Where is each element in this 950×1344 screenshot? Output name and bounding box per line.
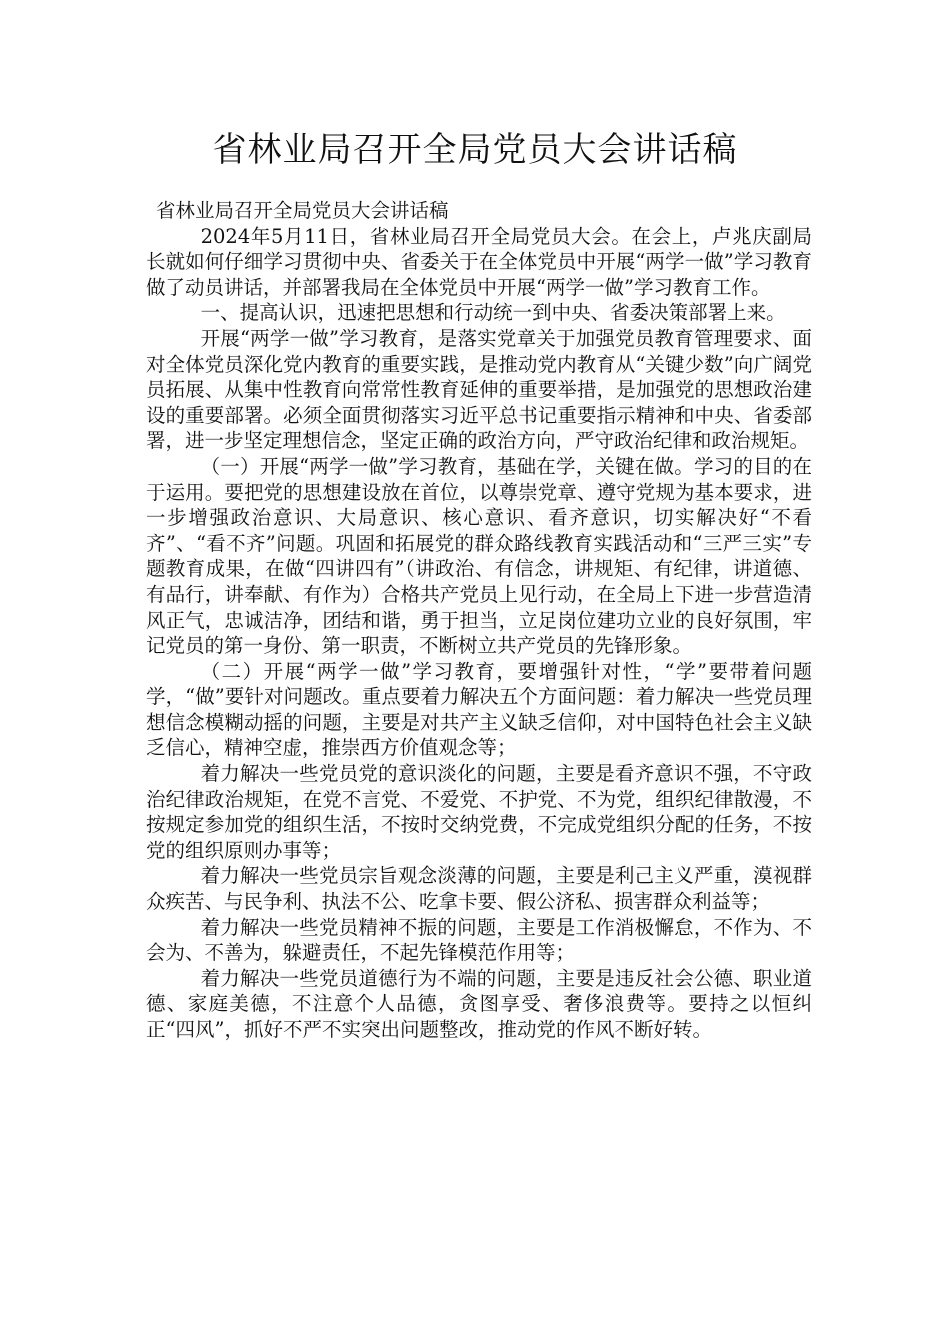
- heading-section-1: 一、提高认识，迅速把思想和行动统一到中央、省委决策部署上来。: [200, 301, 786, 325]
- document-title: 省林业局召开全局党员大会讲话稿: [212, 130, 738, 170]
- paragraph-issue-purpose: 着力解决一些党员宗旨观念淡薄的问题，主要是利己主义严重，漠视群众疾苦、与民争利、执法不公、吃拿卡要、假公济私、损害群众利益等；: [146, 864, 812, 914]
- paragraph-section-1: 开展“两学一做”学习教育，是落实党章关于加强党员教育管理要求、面对全体党员深化党内教育的重要实践，是推动党内教育从“关键少数”向广阔党员拓展、从集中性教育向常常性教育延伸的重要举措，是加强党的思想政治建设的重要部署。必须全面贯彻落实习近平总书记重要指示精神和中央、省委部署，进一步坚定理想信念，坚定正确的政治方向，严守政治纪律和政治规矩。: [146, 326, 812, 453]
- document-subtitle: 省林业局召开全局党员大会讲话稿: [156, 199, 449, 222]
- paragraph-intro: 2024年5月11日，省林业局召开全局党员大会。在会上，卢兆庆副局长就如何仔细学习贯彻中央、省委关于在全体党员中开展“两学一做”学习教育做了动员讲话，并部署我局在全体党员中开展“两学一做”学习教育工作。: [146, 224, 812, 299]
- paragraph-subsection-1: （一）开展“两学一做”学习教育，基础在学，关键在做。学习的目的在于运用。要把党的思想建设放在首位，以尊崇党章、遵守党规为基本要求，进一步增强政治意识、大局意识、核心意识、看齐意识，切实解决好“不看齐”、“看不齐”问题。巩固和拓展党的群众路线教育实践活动和“三严三实”专题教育成果，在做“四讲四有”（讲政治、有信念，讲规矩、有纪律，讲道德、有品行，讲奉献、有作为）合格共产党员上见行动，在全局上下进一步营造清风正气，忠诚洁净，团结和谐，勇于担当，立足岗位建功立业的良好氛围，牢记党员的第一身份、第一职责，不断树立共产党员的先锋形象。: [146, 454, 812, 658]
- paragraph-issue-spirit: 着力解决一些党员精神不振的问题，主要是工作消极懈怠，不作为、不会为、不善为，躲避责任，不起先锋模范作用等；: [146, 915, 812, 965]
- paragraph-issue-party-awareness: 着力解决一些党员党的意识淡化的问题，主要是看齐意识不强，不守政治纪律政治规矩，在党不言党、不爱党、不护党、不为党，组织纪律散漫，不按规定参加党的组织生活，不按时交纳党费，不完成党组织分配的任务，不按党的组织原则办事等；: [146, 762, 812, 862]
- paragraph-issue-morality: 着力解决一些党员道德行为不端的问题，主要是违反社会公德、职业道德、家庭美德，不注意个人品德，贪图享受、奢侈浪费等。要持之以恒纠正“四风”，抓好不严不实突出问题整改，推动党的作风不断好转。: [146, 966, 812, 1041]
- document-body: [146, 198, 812, 1043]
- paragraph-subsection-2: （二）开展“两学一做”学习教育，要增强针对性，“学”要带着问题学，“做”要针对问题改。重点要着力解决五个方面问题：着力解决一些党员理想信念模糊动摇的问题，主要是对共产主义缺乏信仰，对中国特色社会主义缺乏信心，精神空虚，推崇西方价值观念等；: [146, 659, 812, 760]
